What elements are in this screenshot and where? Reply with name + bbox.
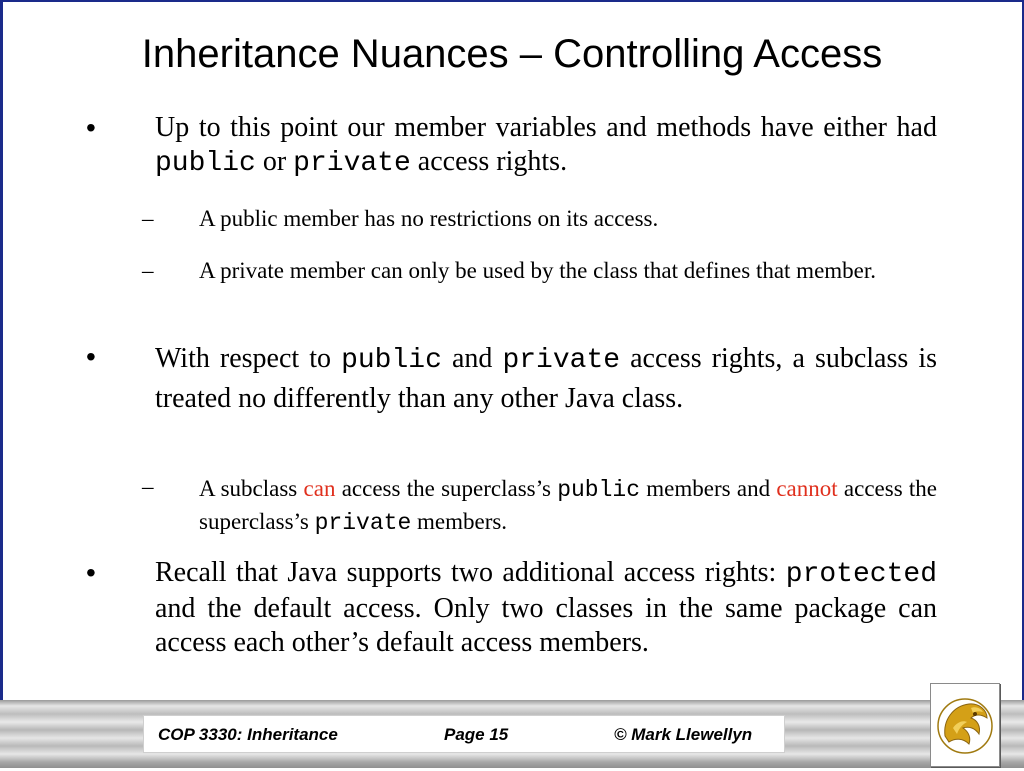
emphasis-can: can: [303, 476, 336, 501]
sub-bullet-marker: –: [142, 258, 154, 283]
footer-page-number: Page 15: [444, 725, 509, 744]
emphasis-cannot: cannot: [776, 476, 838, 501]
slide-title: Inheritance Nuances – Controlling Access: [141, 32, 883, 76]
sub-bullet-marker: –: [142, 206, 154, 231]
sub-bullet-1: A public member has no restrictions on its access.: [199, 206, 659, 231]
bullet-1: Up to this point our member variables and methods have either had public or private access rights.: [155, 112, 937, 179]
bullet-3: Recall that Java supports two additional access rights: protected and the default access. Only two classes in the same package can access each other’s default access members.: [155, 557, 937, 658]
pegasus-logo-icon: [931, 684, 999, 766]
bullet-marker: •: [86, 341, 96, 372]
bullet-marker: •: [86, 557, 96, 588]
bullet-marker: •: [86, 112, 96, 143]
sub-bullet-2: A private member can only be used by the class that defines that member.: [199, 258, 877, 283]
footer-course: COP 3330: Inheritance: [158, 725, 338, 744]
footer-author: © Mark Llewellyn: [614, 725, 753, 744]
sub-bullet-3: A subclass can access the superclass’s public members and cannot access the superclass’s private members.: [199, 476, 938, 536]
sub-bullet-marker: –: [142, 474, 154, 499]
logo-box: [930, 683, 1000, 767]
bullet-2: With respect to public and private access rights, a subclass is treated no differently than any other Java class.: [155, 343, 938, 414]
